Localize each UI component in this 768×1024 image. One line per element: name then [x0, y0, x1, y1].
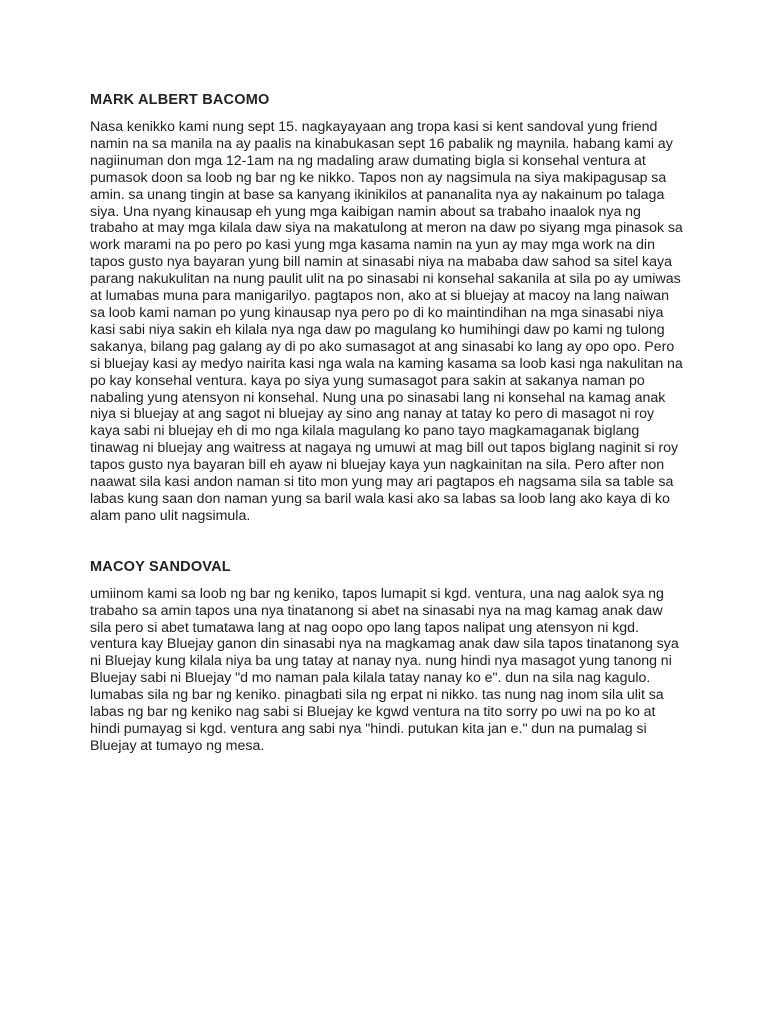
document-page — [90, 92, 686, 755]
statement-section-bacomo — [90, 92, 686, 525]
section-heading: MACOY SANDOVAL — [90, 558, 231, 575]
section-heading: MARK ALBERT BACOMO — [90, 92, 270, 108]
section-body-paragraph: umiinom kami sa loob ng bar ng keniko, tapos lumapit si kgd. ventura, una nag aalok sya ng trabaho sa amin tapos una nya tinatanong si abet na sinasabi nya na mag kamag anak daw sila pero si abet tumatawa lang at nag oopo opo lang tapos nalipat ung atensyon ni kgd. ventura kay Bluejay ganon din sinasabi nya na magkamag anak daw sila tapos tinatanong sya ni Bluejay kung kilala niya ba ung tatay at nanay nya. nung hindi nya masagot yung tanong ni Bluejay sabi ni Bluejay "d mo naman pala kilala tatay nanay ko e". dun na sila nag kagulo. lumabas sila ng bar ng keniko. pinagbati sila ng erpat ni nikko. tas nung nag inom sila ulit sa labas ng bar ng keniko nag sabi si Bluejay ke kgwd ventura na tito sorry po uwi na po ko at hindi pumayag si kgd. ventura ang sabi nya "hindi. putukan kita jan e." dun na pumalag si Bluejay at tumayo ng mesa. — [90, 585, 679, 754]
statement-section-sandoval — [90, 559, 686, 755]
section-body-paragraph: Nasa kenikko kami nung sept 15. nagkayayaan ang tropa kasi si kent sandoval yung friend namin na sa manila na ay paalis na kinabukasan sept 16 pabalik ng maynila. habang kami ay nagiinuman don mga 12-1am na ng madaling araw dumating bigla si konsehal ventura at pumasok doon sa loob ng bar ng ke nikko. Tapos non ay nagsimula na siya makipagusap sa amin. sa unang tingin at base sa kanyang ikinikilos at pananalita nya ay nakainum po talaga siya. Una nyang kinausap eh yung mga kaibigan namin about sa trabaho inaalok nya ng trabaho at may mga kilala daw siya na makatulong at meron na daw po siyang mga pinasok sa work marami na po pero po kasi yung mga kasama namin na yun ay may mga work na din tapos gusto nya bayaran yung bill namin at sinasabi niya na mababa daw sahod sa sitel kaya parang nakukulitan na nung paulit ulit na po sinasabi ni konsehal sakanila at sila po ay umiwas at lumabas muna para manigarilyo. pagtapos non, ako at si bluejay at macoy na lang naiwan sa loob kami naman po yung kinausap nya pero po di ko maintindihan na mga sinasabi niya kasi sabi niya sakin eh kilala nya nga daw po magulang ko humihingi daw po kami ng tulong sakanya, bilang pag galang ay di po ako sumasagot at ang sinasabi ko lang ay opo opo. Pero si bluejay kasi ay medyo nairita kasi nga wala na kaming kasama sa loob kasi nga nakulitan na po kay konsehal ventura. kaya po siya yung sumasagot para sakin at sakanya naman po nabaling yung atensyon ni konsehal. Nung una po sinasabi lang ni konsehal na kamag anak niya si bluejay at ang sagot ni bluejay ay sino ang nanay at tatay ko pero di masagot ni roy kaya sabi ni bluejay eh di mo nga kilala magulang ko pano tayo magkamaganak biglang tinawag ni bluejay ang waitress at nagaya ng umuwi at mag bill out tapos biglang naginit si roy tapos gusto nya bayaran bill eh ayaw ni bluejay kaya yun nagkainitan na sila. Pero after non naawat sila kasi andon naman si tito mon yung may ari pagtapos eh nagsama sila sa table sa labas kung saan don naman yung sa baril wala kasi ako sa labas sa loob lang ako kaya di ko alam pano ulit nagsimula. — [90, 119, 683, 524]
